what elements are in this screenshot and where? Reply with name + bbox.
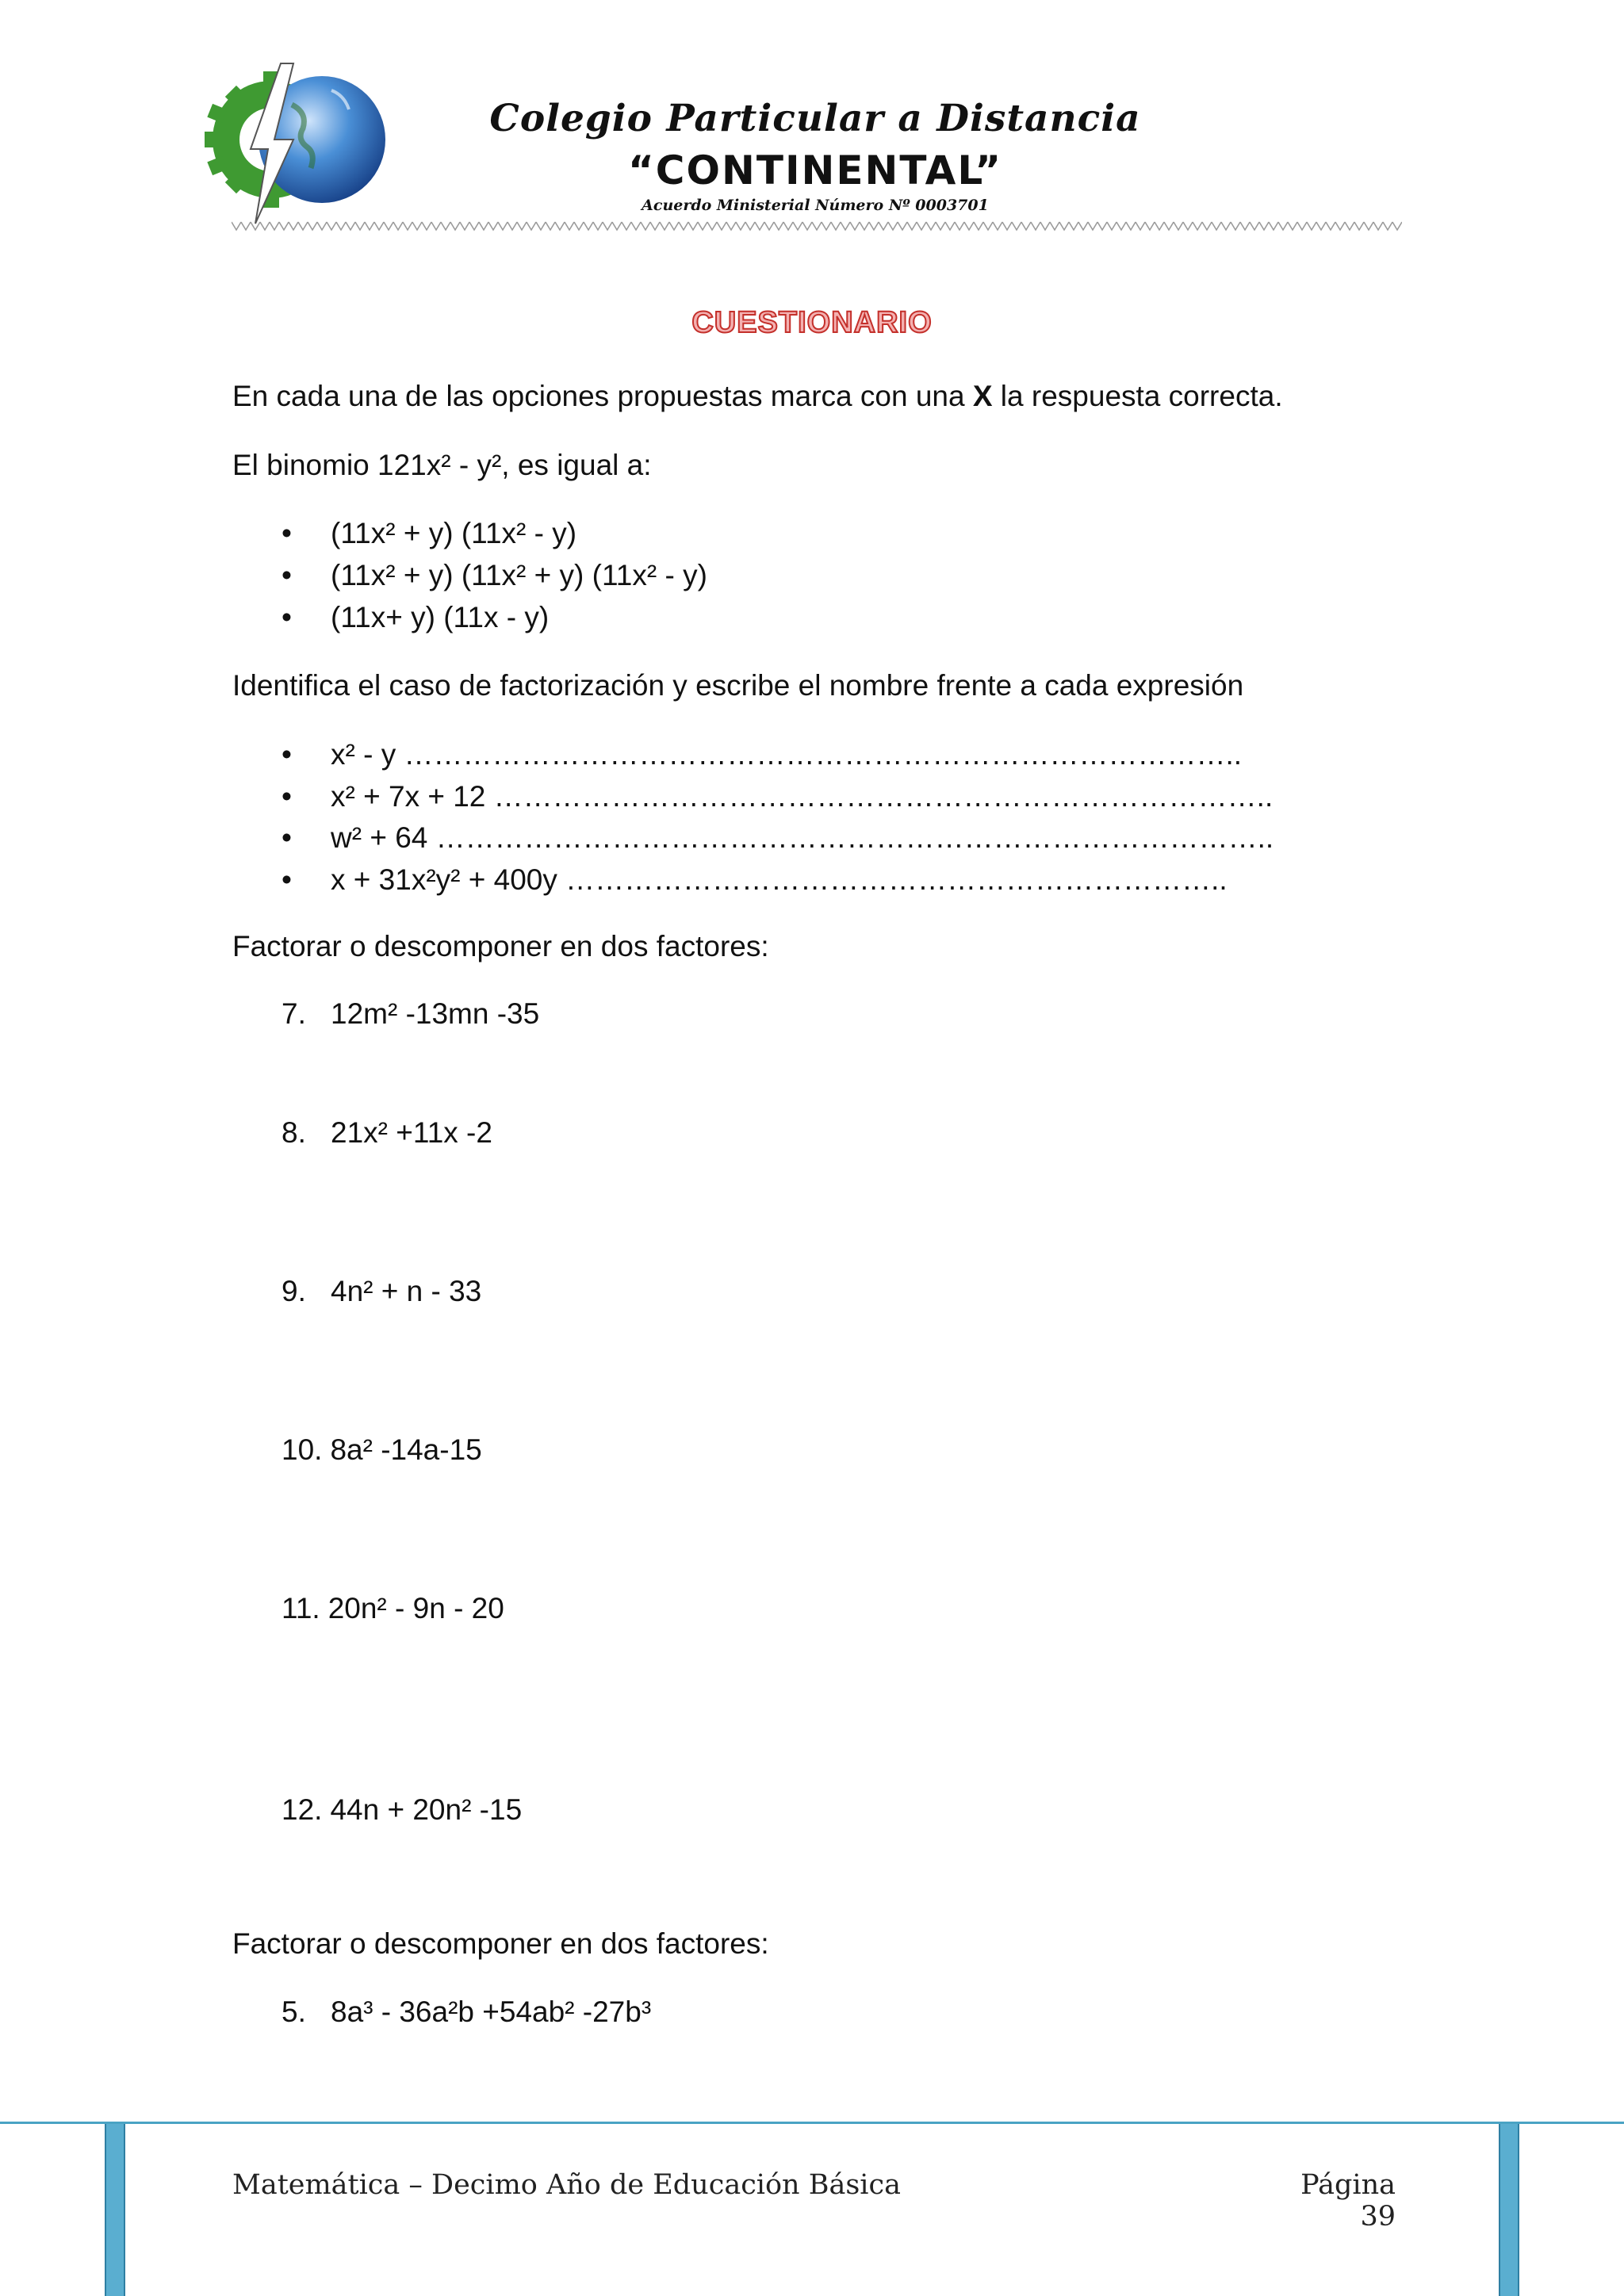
list-item: 8. 21x² +11x -2: [282, 1116, 492, 1149]
q3-prompt: Factorar o descomponer en dos factores:: [232, 930, 769, 962]
q2-prompt: Identifica el caso de factorización y escribe el nombre frente a cada expresión: [232, 669, 1244, 702]
footer-bar-left: [105, 2124, 125, 2296]
bullet-icon: •: [282, 863, 292, 896]
bullet-icon: •: [282, 821, 292, 854]
school-name: Colegio Particular a Distancia: [489, 97, 1141, 140]
list-item: 9. 4n² + n - 33: [282, 1275, 482, 1307]
school-title: “CONTINENTAL”: [627, 147, 1003, 193]
school-logo-icon: [205, 57, 392, 227]
list-item: 12. 44n + 20n² -15: [282, 1793, 523, 1826]
bullet-icon: •: [282, 559, 292, 591]
ministerial-agreement: Acuerdo Ministerial Número Nº 0003701: [642, 197, 989, 214]
list-item: • x + 31x²y² + 400y …………………………………………………………..: [282, 863, 1228, 896]
bullet-icon: •: [282, 601, 292, 633]
footer-bar-right: [1499, 2124, 1519, 2296]
header-divider: [232, 219, 1402, 235]
q1-prompt: El binomio 121x² - y², es igual a:: [232, 449, 652, 481]
list-item: • x² + 7x + 12 ……………………………………………………………………..: [282, 780, 1274, 813]
bullet-icon: •: [282, 738, 292, 771]
list-item: • (11x+ y) (11x - y): [282, 601, 550, 633]
list-item: 5. 8a³ - 36a²b +54ab² -27b³: [282, 1996, 652, 2028]
page-title: CUESTIONARIO: [691, 306, 933, 339]
list-item: 11. 20n² - 9n - 20: [282, 1592, 504, 1624]
instructions: En cada una de las opciones propuestas marca con una X la respuesta correcta.: [232, 380, 1283, 412]
list-item: 10. 8a² -14a-15: [282, 1433, 482, 1466]
q4-prompt: Factorar o descomponer en dos factores:: [232, 1927, 769, 1960]
bullet-icon: •: [282, 517, 292, 549]
list-item: • (11x² + y) (11x² + y) (11x² - y): [282, 559, 707, 591]
bullet-icon: •: [282, 780, 292, 813]
footer-subject: Matemática – Decimo Año de Educación Básica: [232, 2169, 901, 2201]
list-item: • (11x² + y) (11x² - y): [282, 517, 577, 549]
page-number: Página 39: [1300, 2169, 1396, 2233]
list-item: • x² - y …………………………………………………………………………..: [282, 738, 1243, 771]
list-item: • w² + 64 …………………………………………………………………………..: [282, 821, 1274, 854]
footer-divider: [0, 2122, 1624, 2124]
list-item: 7. 12m² -13mn -35: [282, 997, 540, 1030]
mark-x: X: [972, 380, 993, 412]
